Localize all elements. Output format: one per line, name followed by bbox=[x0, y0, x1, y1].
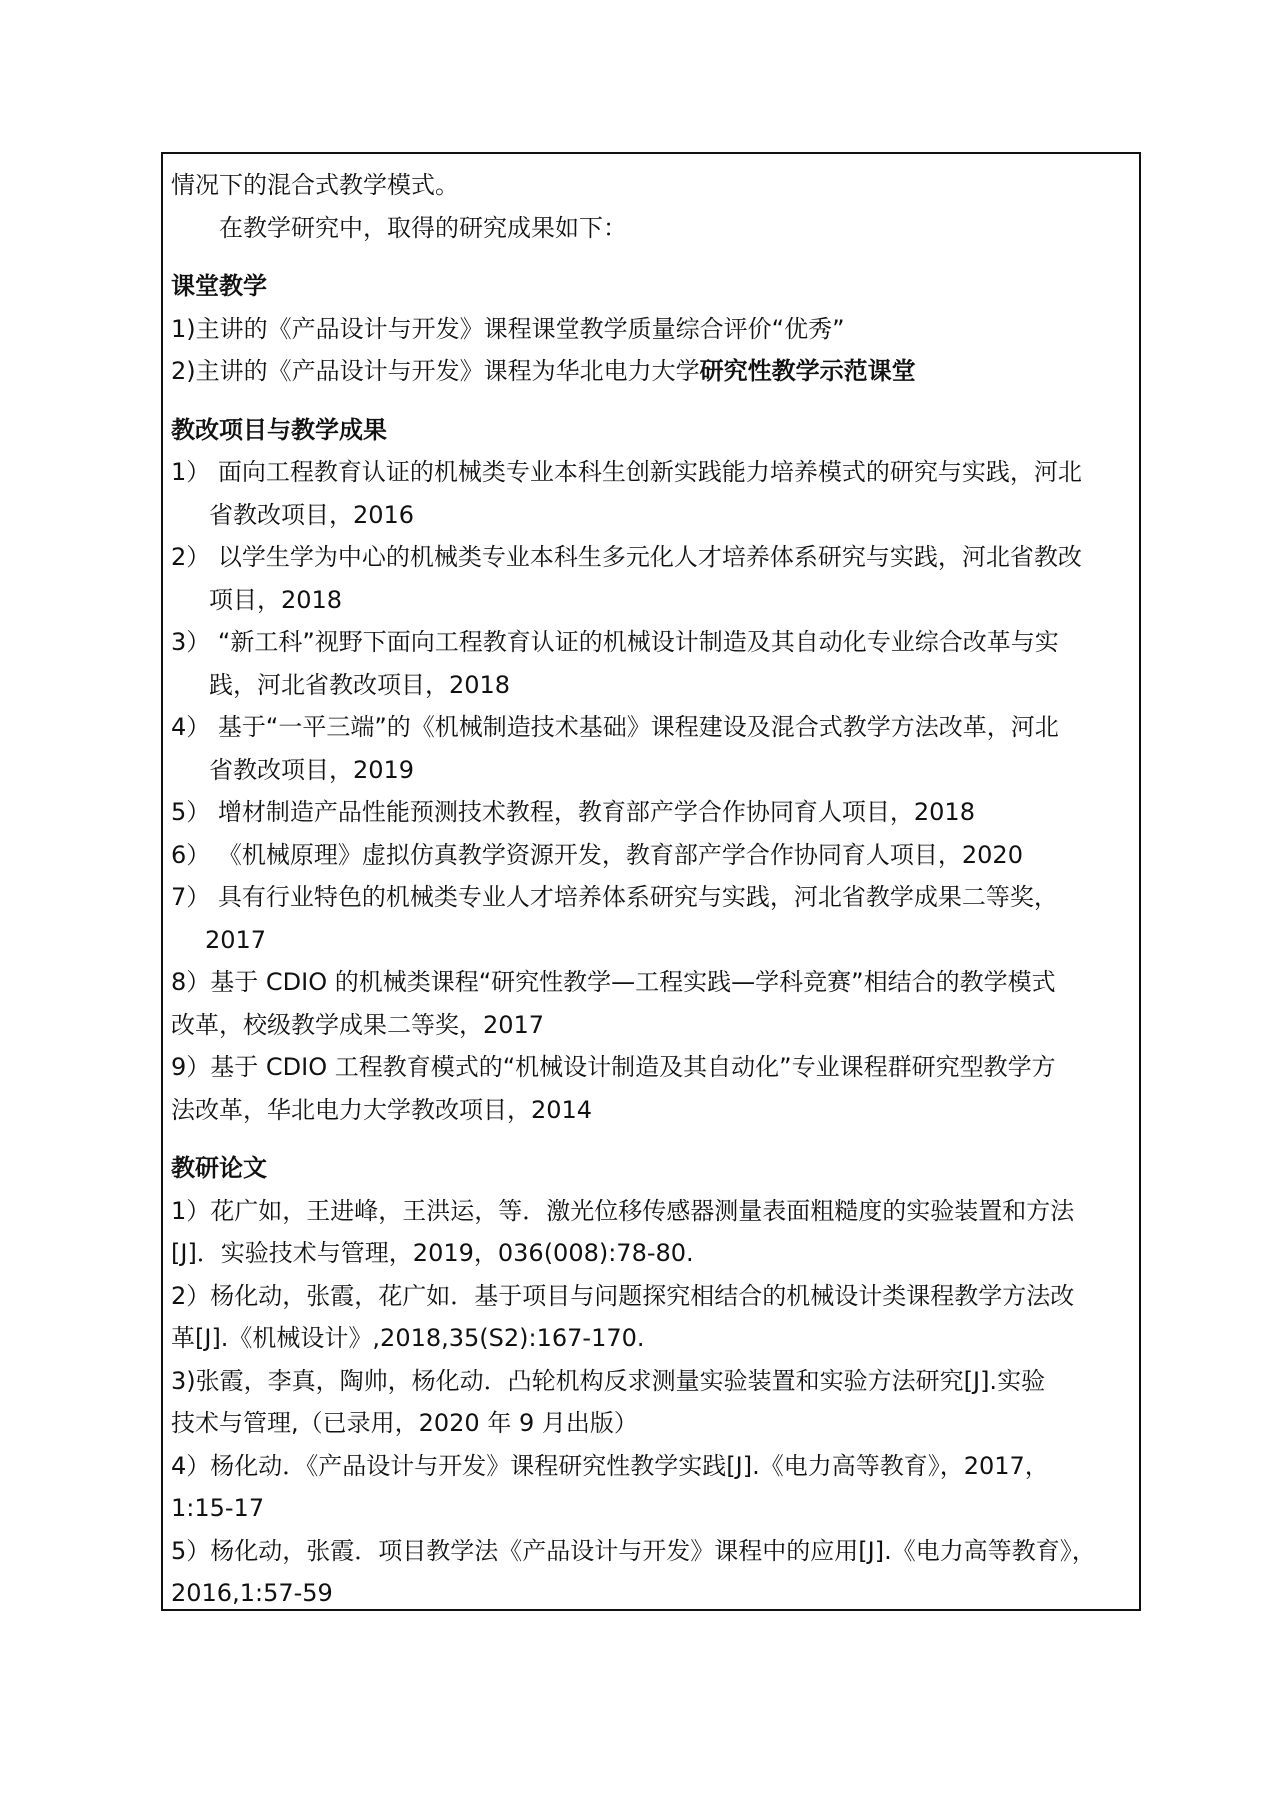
document-body bbox=[171, 164, 1131, 1615]
paper-item-1-line-1: 1）花广如，王进峰，王洪运，等．激光位移传感器测量表面粗糙度的实验装置和方法 bbox=[171, 1196, 1075, 1225]
reform-item-7-line-2: 2017 bbox=[205, 925, 267, 954]
classroom-item-2-emphasis: 研究性教学示范课堂 bbox=[699, 357, 916, 385]
reform-item-1-line-2: 省教改项目，2016 bbox=[209, 500, 415, 529]
reform-item-2-line-2: 项目，2018 bbox=[209, 585, 343, 614]
classroom-item-2 bbox=[171, 350, 1131, 393]
paper-item-5-line-1: 5）杨化动，张霞．项目教学法《产品设计与开发》课程中的应用[J].《电力高等教育》， bbox=[171, 1536, 1096, 1565]
paper-item-4-line-2: 1:15-17 bbox=[171, 1494, 265, 1522]
section-heading-classroom: 课堂教学 bbox=[171, 272, 267, 300]
paper-item-3-line-2: 技术与管理,（已录用，2020 年 9 月出版） bbox=[171, 1409, 638, 1437]
section-heading-papers: 教研论文 bbox=[171, 1154, 267, 1182]
classroom-item-1: 1)主讲的《产品设计与开发》课程课堂教学质量综合评价“优秀” bbox=[171, 314, 845, 343]
paper-item-3-line-1: 3)张霞，李真，陶帅，杨化动．凸轮机构反求测量实验装置和实验方法研究[J].实验 bbox=[171, 1366, 1046, 1395]
reform-item-5: 5） 增材制造产品性能预测技术教程，教育部产学合作协同育人项目，2018 bbox=[171, 798, 975, 826]
reform-item-9-line-2: 法改革，华北电力大学教改项目，2014 bbox=[171, 1095, 593, 1124]
reform-item-1-line-1: 1） 面向工程教育认证的机械类专业本科生创新实践能力培养模式的研究与实践，河北 bbox=[171, 458, 1082, 486]
reform-item-4-line-1: 4） 基于“一平三端”的《机械制造技术基础》课程建设及混合式教学方法改革，河北 bbox=[171, 713, 1059, 741]
intro-line-2: 在教学研究中，取得的研究成果如下： bbox=[219, 213, 627, 242]
classroom-item-2-text: 2)主讲的《产品设计与开发》课程为华北电力大学 bbox=[171, 357, 700, 385]
reform-item-3-line-2: 践，河北省教改项目，2018 bbox=[209, 670, 511, 699]
intro-line-1: 情况下的混合式教学模式。 bbox=[171, 171, 459, 199]
paper-item-2-line-1: 2）杨化动，张霞，花广如．基于项目与问题探究相结合的机械设计类课程教学方法改 bbox=[171, 1281, 1075, 1310]
section-heading-reform: 教改项目与教学成果 bbox=[171, 415, 387, 444]
paper-item-2-line-2: 革[J].《机械设计》,2018,35(S2):167-170. bbox=[171, 1324, 645, 1352]
paper-item-5-line-2: 2016,1:57-59 bbox=[171, 1579, 333, 1607]
reform-item-2-line-1: 2） 以学生学为中心的机械类专业本科生多元化人才培养体系研究与实践，河北省教改 bbox=[171, 543, 1082, 571]
paper-item-1-line-2: [J]．实验技术与管理，2019，036(008):78-80. bbox=[171, 1239, 694, 1267]
reform-item-6: 6） 《机械原理》虚拟仿真教学资源开发，教育部产学合作协同育人项目，2020 bbox=[171, 840, 1023, 869]
reform-item-4-line-2: 省教改项目，2019 bbox=[209, 755, 415, 784]
reform-item-8-line-1: 8）基于 CDIO 的机械类课程“研究性教学—工程实践—学科竞赛”相结合的教学模式 bbox=[171, 968, 1056, 996]
reform-item-8-line-2: 改革，校级教学成果二等奖，2017 bbox=[171, 1010, 545, 1039]
reform-item-3-line-1: 3） “新工科”视野下面向工程教育认证的机械设计制造及其自动化专业综合改革与实 bbox=[171, 628, 1059, 656]
reform-item-7-line-1: 7） 具有行业特色的机械类专业人才培养体系研究与实践，河北省教学成果二等奖， bbox=[171, 883, 1058, 911]
paper-item-4-line-1: 4）杨化动．《产品设计与开发》课程研究性教学实践[J].《电力高等教育》，2017， bbox=[171, 1451, 1049, 1480]
reform-item-9-line-1: 9）基于 CDIO 工程教育模式的“机械设计制造及其自动化”专业课程群研究型教学方 bbox=[171, 1053, 1056, 1081]
